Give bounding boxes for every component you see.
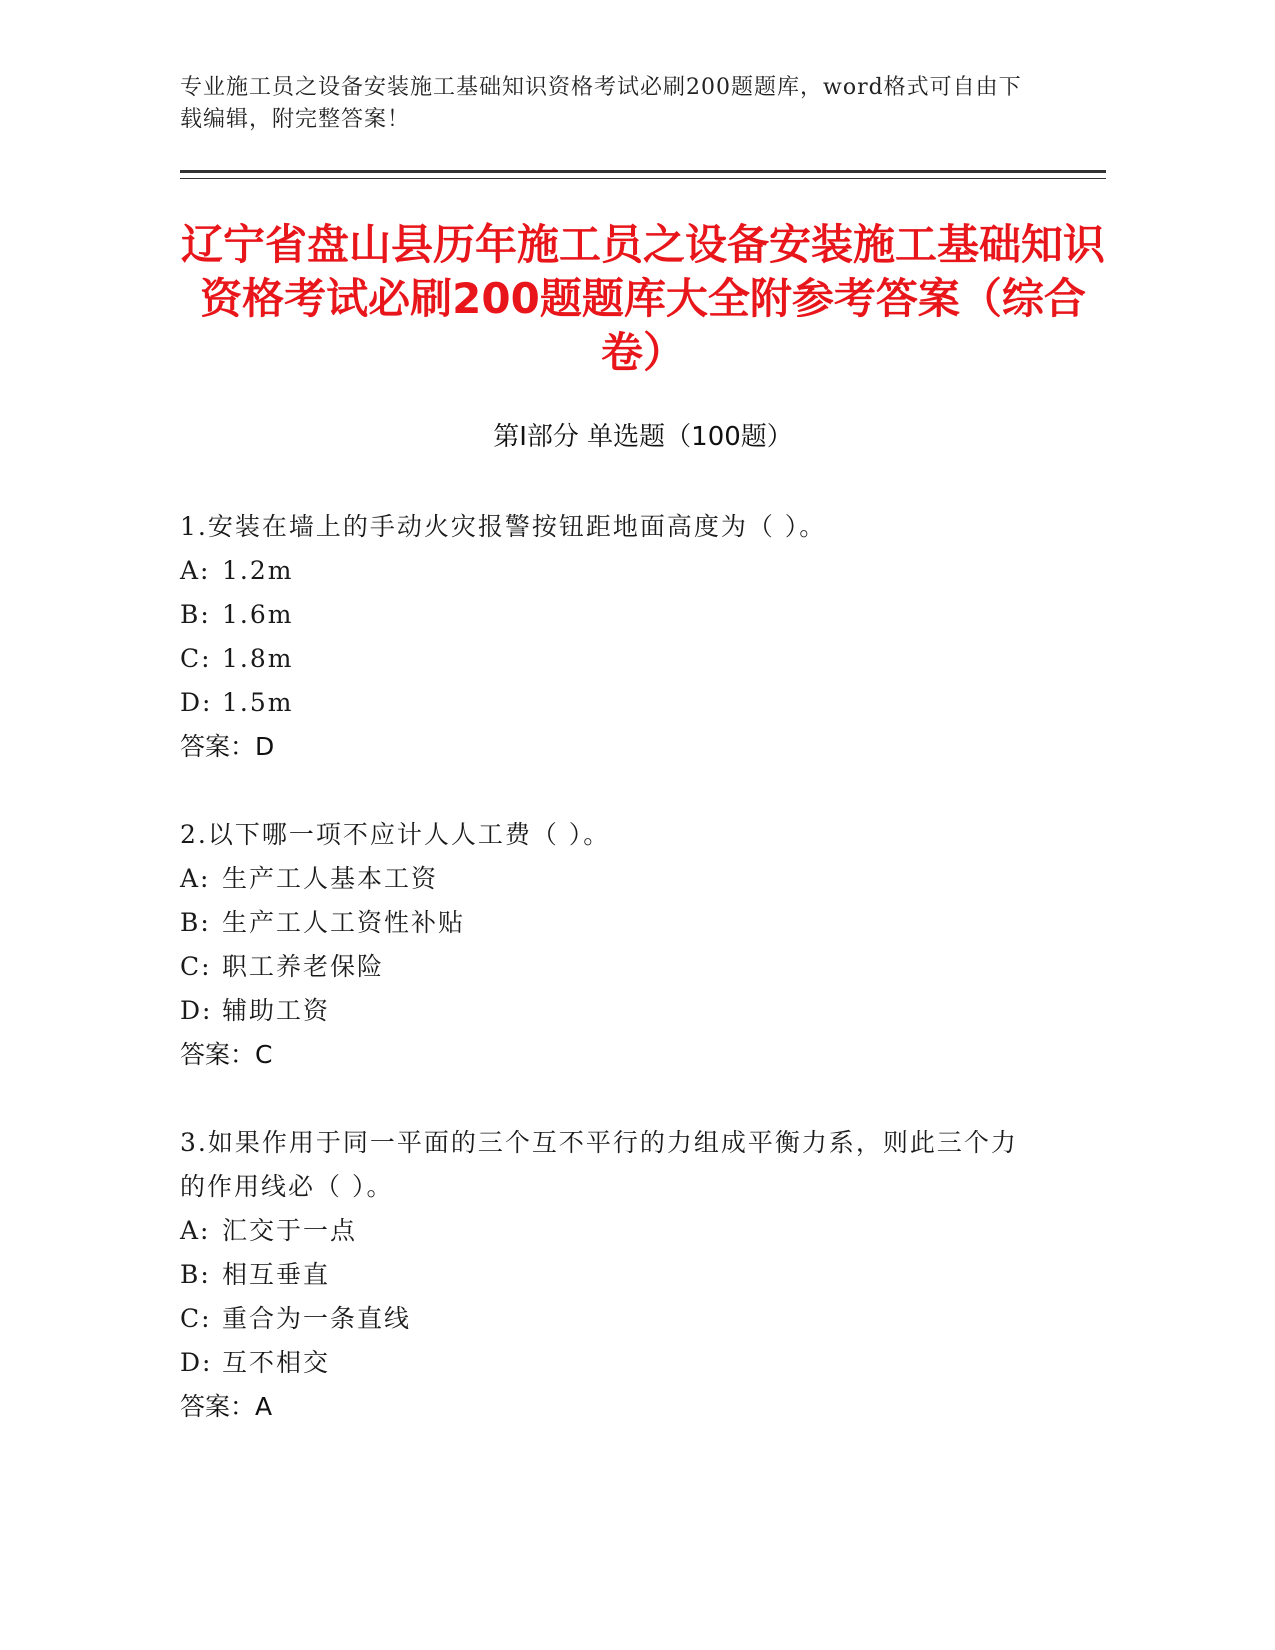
option-text: 汇交于一点 — [222, 1216, 358, 1245]
option-a — [180, 1209, 1040, 1253]
answer-line: 答案：A — [180, 1392, 273, 1421]
option-key: A: — [180, 556, 211, 585]
option-c — [180, 945, 1040, 989]
question-item — [180, 1121, 1040, 1429]
section-title: 第I部分 单选题（100题） — [493, 422, 793, 452]
option-a — [180, 857, 1040, 901]
question-stem: 1.安装在墙上的手动火灾报警按钮距地面高度为（ ）。 — [180, 512, 827, 541]
option-text: 生产工人基本工资 — [222, 864, 439, 893]
option-text: 重合为一条直线 — [222, 1304, 412, 1333]
option-key: D: — [180, 1348, 213, 1377]
option-text: 1.5m — [222, 688, 294, 717]
option-text: 生产工人工资性补贴 — [222, 908, 466, 937]
option-c — [180, 1297, 1040, 1341]
option-key: C: — [180, 1304, 212, 1333]
answer-line: 答案：D — [180, 732, 275, 761]
option-key: A: — [180, 1216, 211, 1245]
option-key: A: — [180, 864, 211, 893]
document-title: 辽宁省盘山县历年施工员之设备安装施工基础知识资格考试必刷200题题库大全附参考答案（综合卷） — [180, 220, 1105, 377]
option-text: 1.8m — [222, 644, 294, 673]
option-b — [180, 593, 1040, 637]
question-list — [180, 505, 1040, 1473]
header-rule-thin — [180, 178, 1106, 179]
option-text: 相互垂直 — [222, 1260, 331, 1289]
option-key: B: — [180, 600, 211, 629]
option-text: 职工养老保险 — [222, 952, 385, 981]
option-key: D: — [180, 996, 213, 1025]
option-key: C: — [180, 952, 212, 981]
option-d — [180, 1341, 1040, 1385]
option-b — [180, 1253, 1040, 1297]
option-key: C: — [180, 644, 212, 673]
option-c — [180, 637, 1040, 681]
question-item — [180, 505, 1040, 769]
option-text: 1.2m — [222, 556, 294, 585]
option-text: 辅助工资 — [222, 996, 331, 1025]
answer-line: 答案：C — [180, 1040, 273, 1069]
question-item — [180, 813, 1040, 1077]
option-text: 1.6m — [222, 600, 294, 629]
option-key: B: — [180, 908, 211, 937]
option-text: 互不相交 — [222, 1348, 331, 1377]
option-a — [180, 549, 1040, 593]
option-key: D: — [180, 688, 213, 717]
option-b — [180, 901, 1040, 945]
header-rule-thick — [180, 170, 1106, 173]
option-key: B: — [180, 1260, 211, 1289]
option-d — [180, 989, 1040, 1033]
option-d — [180, 681, 1040, 725]
question-stem: 2.以下哪一项不应计人人工费（ ）。 — [180, 820, 611, 849]
header-note: 专业施工员之设备安装施工基础知识资格考试必刷200题题库，word格式可自由下载编辑，附完整答案！ — [180, 75, 1022, 132]
question-stem: 3.如果作用于同一平面的三个互不平行的力组成平衡力系，则此三个力的作用线必（ ）。 — [180, 1128, 1018, 1201]
